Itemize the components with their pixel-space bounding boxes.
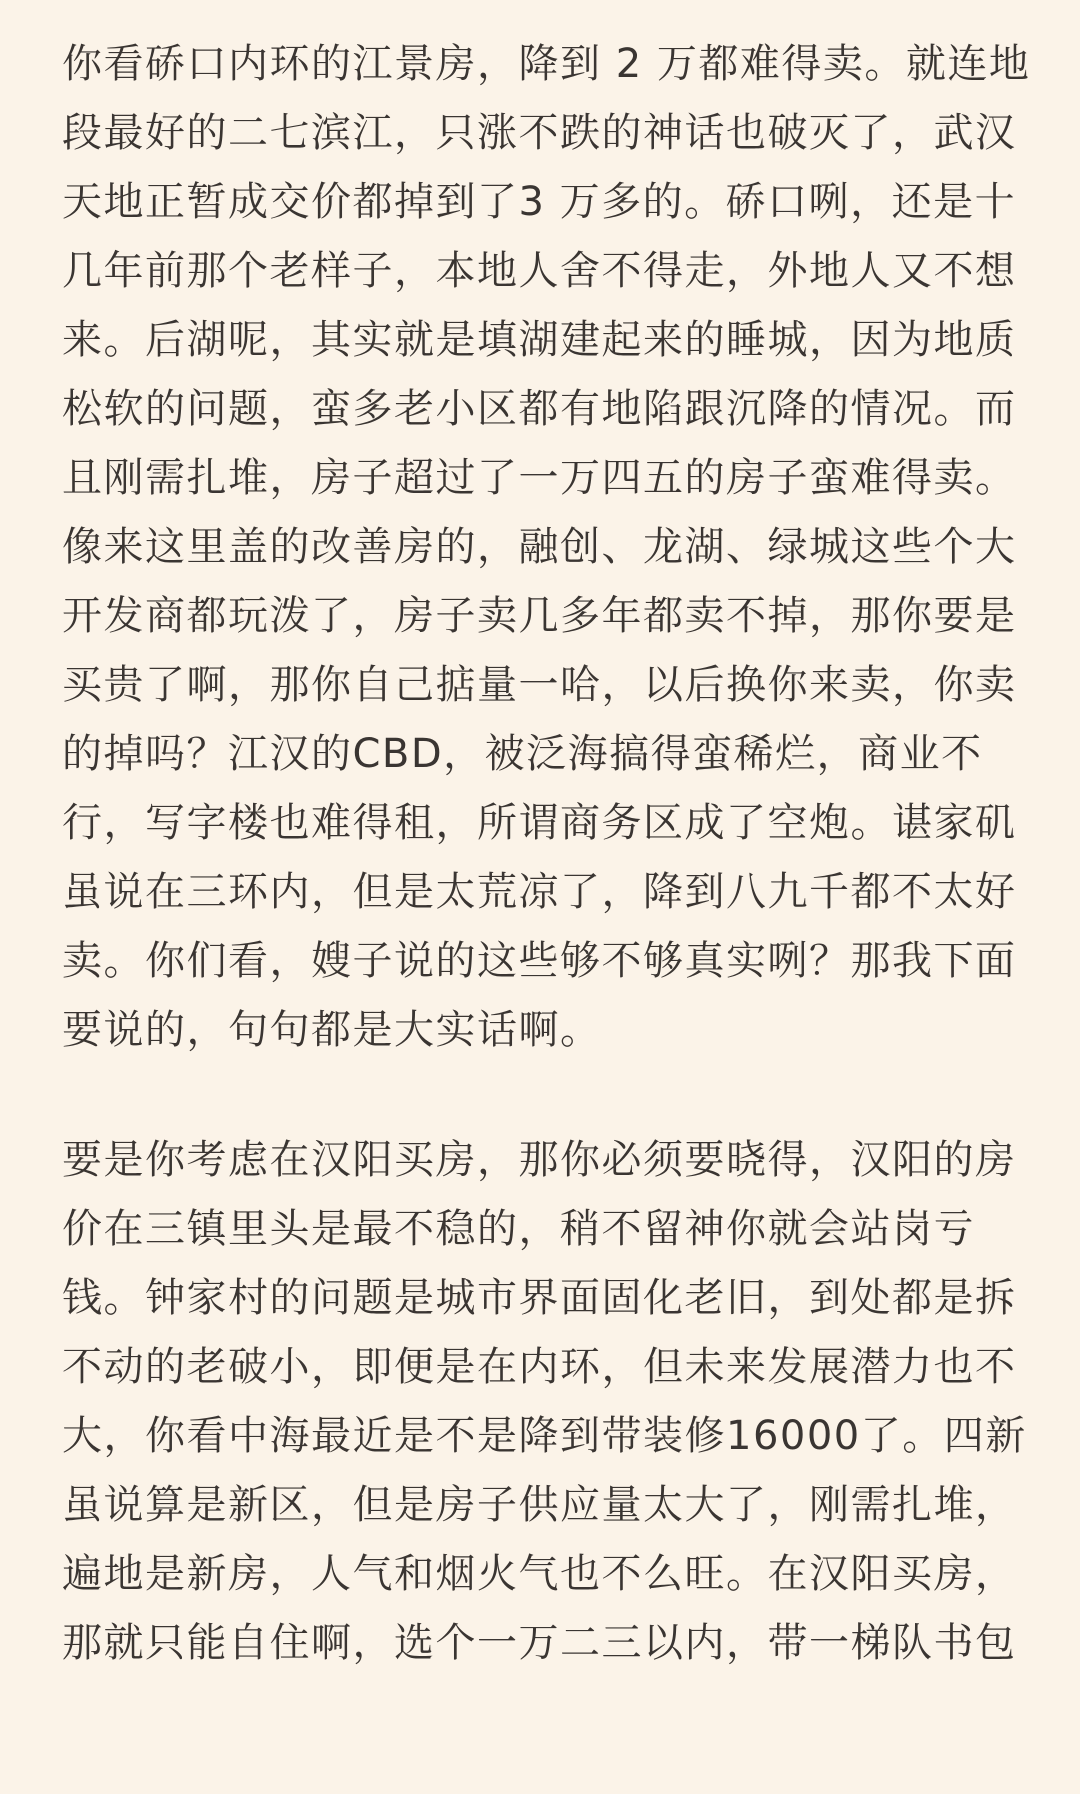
text-line: 且刚需扎堆，房子超过了一万四五的房子蛮难得卖。 xyxy=(62,455,1017,501)
text-line: 遍地是新房，人气和烟火气也不么旺。在汉阳买房， xyxy=(62,1551,1017,1597)
text-line: 虽说在三环内，但是太荒凉了，降到八九千都不太好 xyxy=(62,869,1017,915)
text-line: 买贵了啊，那你自己掂量一哈，以后换你来卖，你卖 xyxy=(62,662,1017,708)
paragraph-spacer xyxy=(62,1065,1024,1126)
paragraph-2 xyxy=(62,1126,1027,1678)
text-line: 要是你考虑在汉阳买房，那你必须要晓得，汉阳的房 xyxy=(62,1137,1017,1183)
text-line: 价在三镇里头是最不稳的，稍不留神你就会站岗亏 xyxy=(62,1206,975,1252)
text-line: 几年前那个老样子，本地人舍不得走，外地人又不想 xyxy=(62,248,1017,294)
text-line: 行，写字楼也难得租，所谓商务区成了空炮。谌家矶 xyxy=(62,800,1017,846)
text-line: 不动的老破小，即便是在内环，但未来发展潜力也不 xyxy=(62,1344,1017,1390)
text-line: 虽说算是新区，但是房子供应量太大了，刚需扎堆， xyxy=(62,1482,1017,1528)
text-line: 你看硚口内环的江景房，降到 2 万都难得卖。就连地 xyxy=(62,41,1031,87)
text-line: 来。后湖呢，其实就是填湖建起来的睡城，因为地质 xyxy=(62,317,1017,363)
paragraph-1 xyxy=(62,30,1031,1065)
text-line: 的掉吗？江汉的CBD，被泛海搞得蛮稀烂，商业不 xyxy=(62,731,983,777)
text-line: 像来这里盖的改善房的，融创、龙湖、绿城这些个大 xyxy=(62,524,1017,570)
text-line: 天地正暂成交价都掉到了3 万多的。硚口咧，还是十 xyxy=(62,179,1017,225)
text-line: 开发商都玩泼了，房子卖几多年都卖不掉，那你要是 xyxy=(62,593,1017,639)
text-line: 松软的问题，蛮多老小区都有地陷跟沉降的情况。而 xyxy=(62,386,1017,432)
text-line: 钱。钟家村的问题是城市界面固化老旧，到处都是拆 xyxy=(62,1275,1017,1321)
text-line: 卖。你们看，嫂子说的这些够不够真实咧？那我下面 xyxy=(62,938,1017,984)
text-line: 大，你看中海最近是不是降到带装修16000了。四新 xyxy=(62,1413,1027,1459)
text-line: 那就只能自住啊，选个一万二三以内，带一梯队书包 xyxy=(62,1620,1017,1666)
text-line: 段最好的二七滨江，只涨不跌的神话也破灭了，武汉 xyxy=(62,110,1017,156)
text-line: 要说的，句句都是大实话啊。 xyxy=(62,1007,602,1053)
